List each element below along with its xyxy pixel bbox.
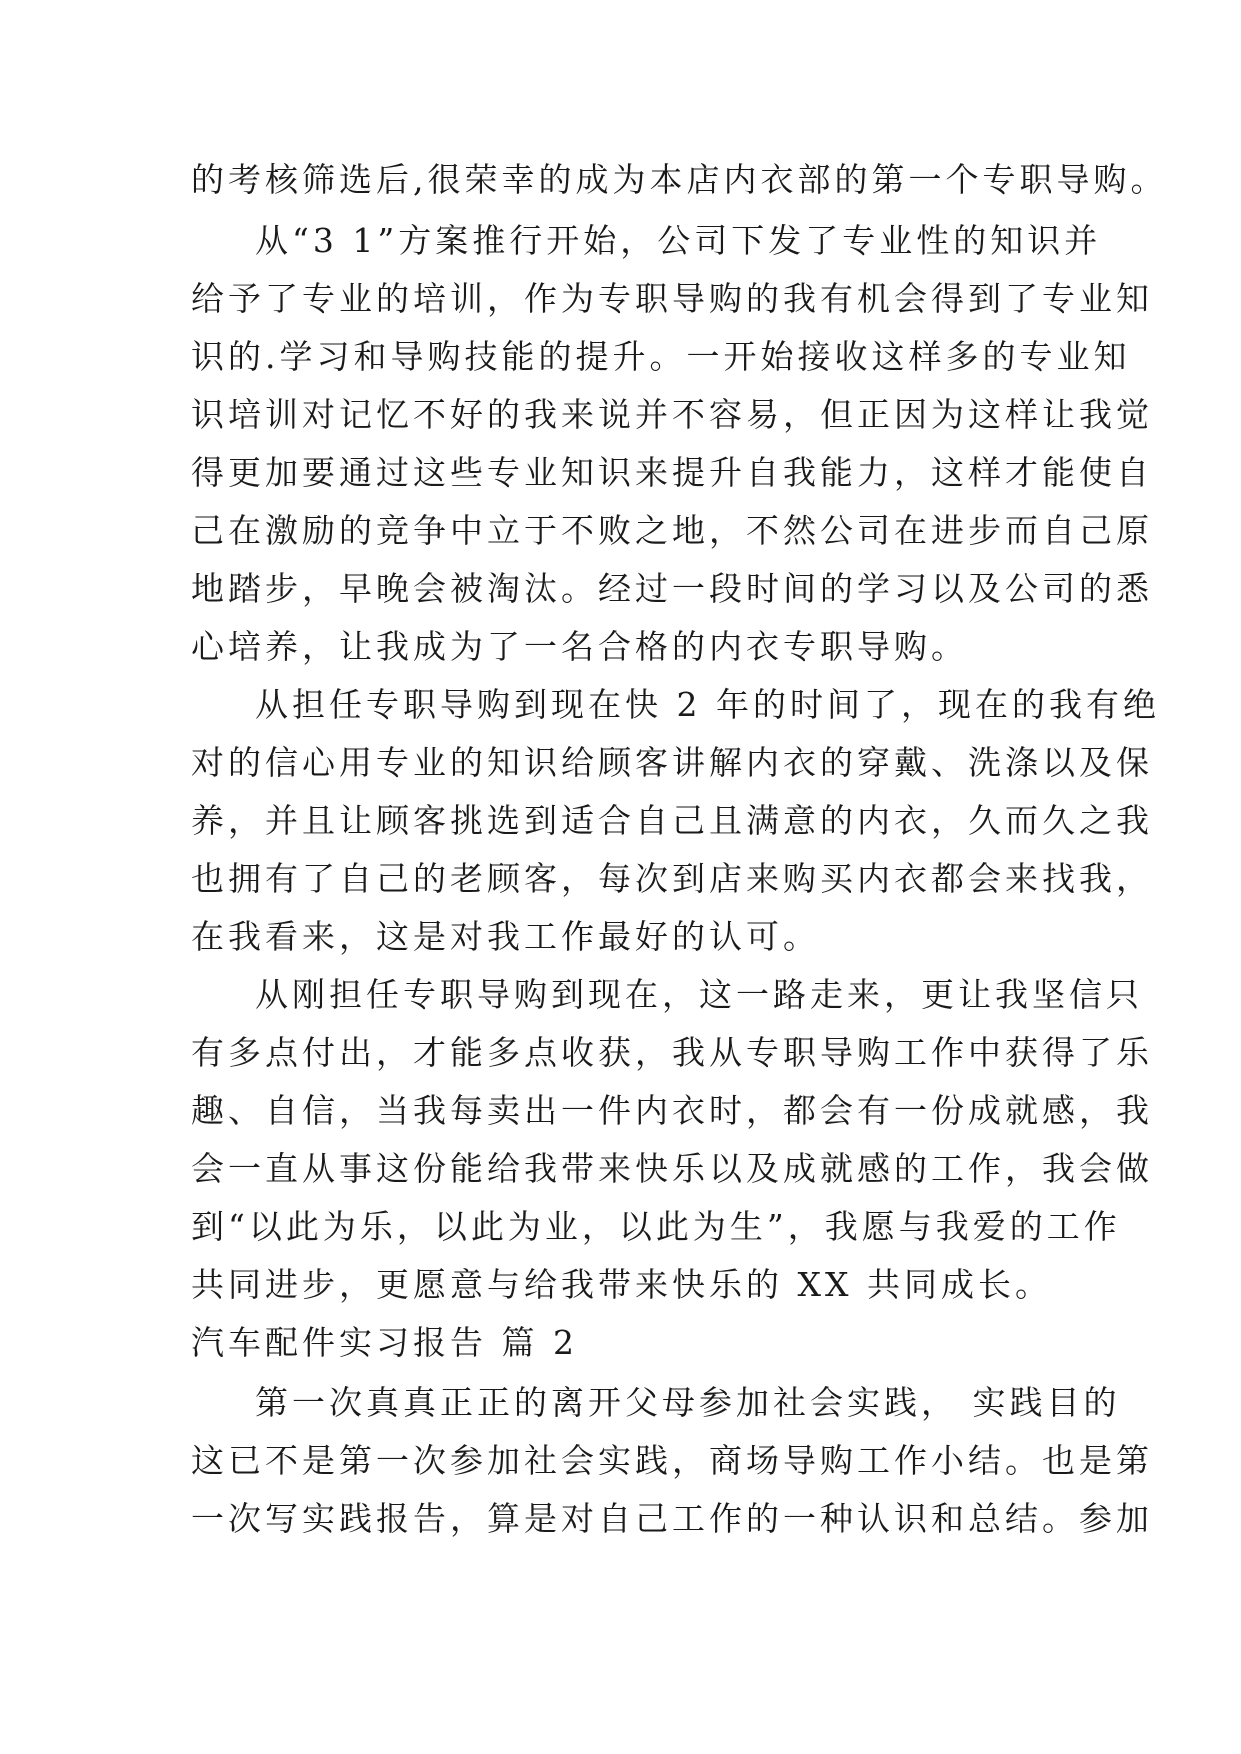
paragraph-start-line: 第一次真真正正的离开父母参加社会实践， 实践目的: [255, 1383, 1121, 1422]
text-line: 一次写实践报告，算是对自己工作的一种认识和总结。参加: [191, 1499, 1153, 1538]
text-line: 己在激励的竞争中立于不败之地，不然公司在进步而自己原: [191, 511, 1153, 550]
text-line: 有多点付出，才能多点收获，我从专职导购工作中获得了乐: [191, 1033, 1153, 1072]
text-line: 到“以此为乐，以此为业，以此为生”，我愿与我爱的工作: [191, 1207, 1121, 1246]
text-line: 这已不是第一次参加社会实践，商场导购工作小结。也是第: [191, 1441, 1153, 1480]
paragraph-start-line: 从“3 1”方案推行开始，公司下发了专业性的知识并: [255, 221, 1102, 260]
text-line: 得更加要通过这些专业知识来提升自我能力，这样才能使自: [191, 453, 1153, 492]
text-line: 的考核筛选后,很荣幸的成为本店内衣部的第一个专职导购。: [191, 160, 1168, 199]
text-line: 也拥有了自己的老顾客，每次到店来购买内衣都会来找我，: [191, 859, 1153, 898]
text-line: 识培训对记忆不好的我来说并不容易，但正因为这样让我觉: [191, 395, 1153, 434]
text-line: 养，并且让顾客挑选到适合自己且满意的内衣，久而久之我: [191, 801, 1153, 840]
section-heading: 汽车配件实习报告 篇 2: [191, 1323, 578, 1362]
text-line: 在我看来，这是对我工作最好的认可。: [191, 917, 820, 956]
text-line: 对的信心用专业的知识给顾客讲解内衣的穿戴、洗涤以及保: [191, 743, 1153, 782]
text-line: 共同进步，更愿意与给我带来快乐的 XX 共同成长。: [191, 1265, 1052, 1304]
paragraph-start-line: 从刚担任专职导购到现在，这一路走来，更让我坚信只: [255, 975, 1143, 1014]
text-line: 会一直从事这份能给我带来快乐以及成就感的工作，我会做: [191, 1149, 1153, 1188]
paragraph-start-line: 从担任专职导购到现在快 2 年的时间了，现在的我有绝: [255, 685, 1160, 724]
text-line: 给予了专业的培训，作为专职导购的我有机会得到了专业知: [191, 279, 1153, 318]
text-line: 趣、自信，当我每卖出一件内衣时，都会有一份成就感，我: [191, 1091, 1153, 1130]
text-line: 心培养，让我成为了一名合格的内衣专职导购。: [191, 627, 968, 666]
text-line: 地踏步，早晚会被淘汰。经过一段时间的学习以及公司的悉: [191, 569, 1153, 608]
text-line: 识的.学习和导购技能的提升。一开始接收这样多的专业知: [191, 337, 1131, 376]
